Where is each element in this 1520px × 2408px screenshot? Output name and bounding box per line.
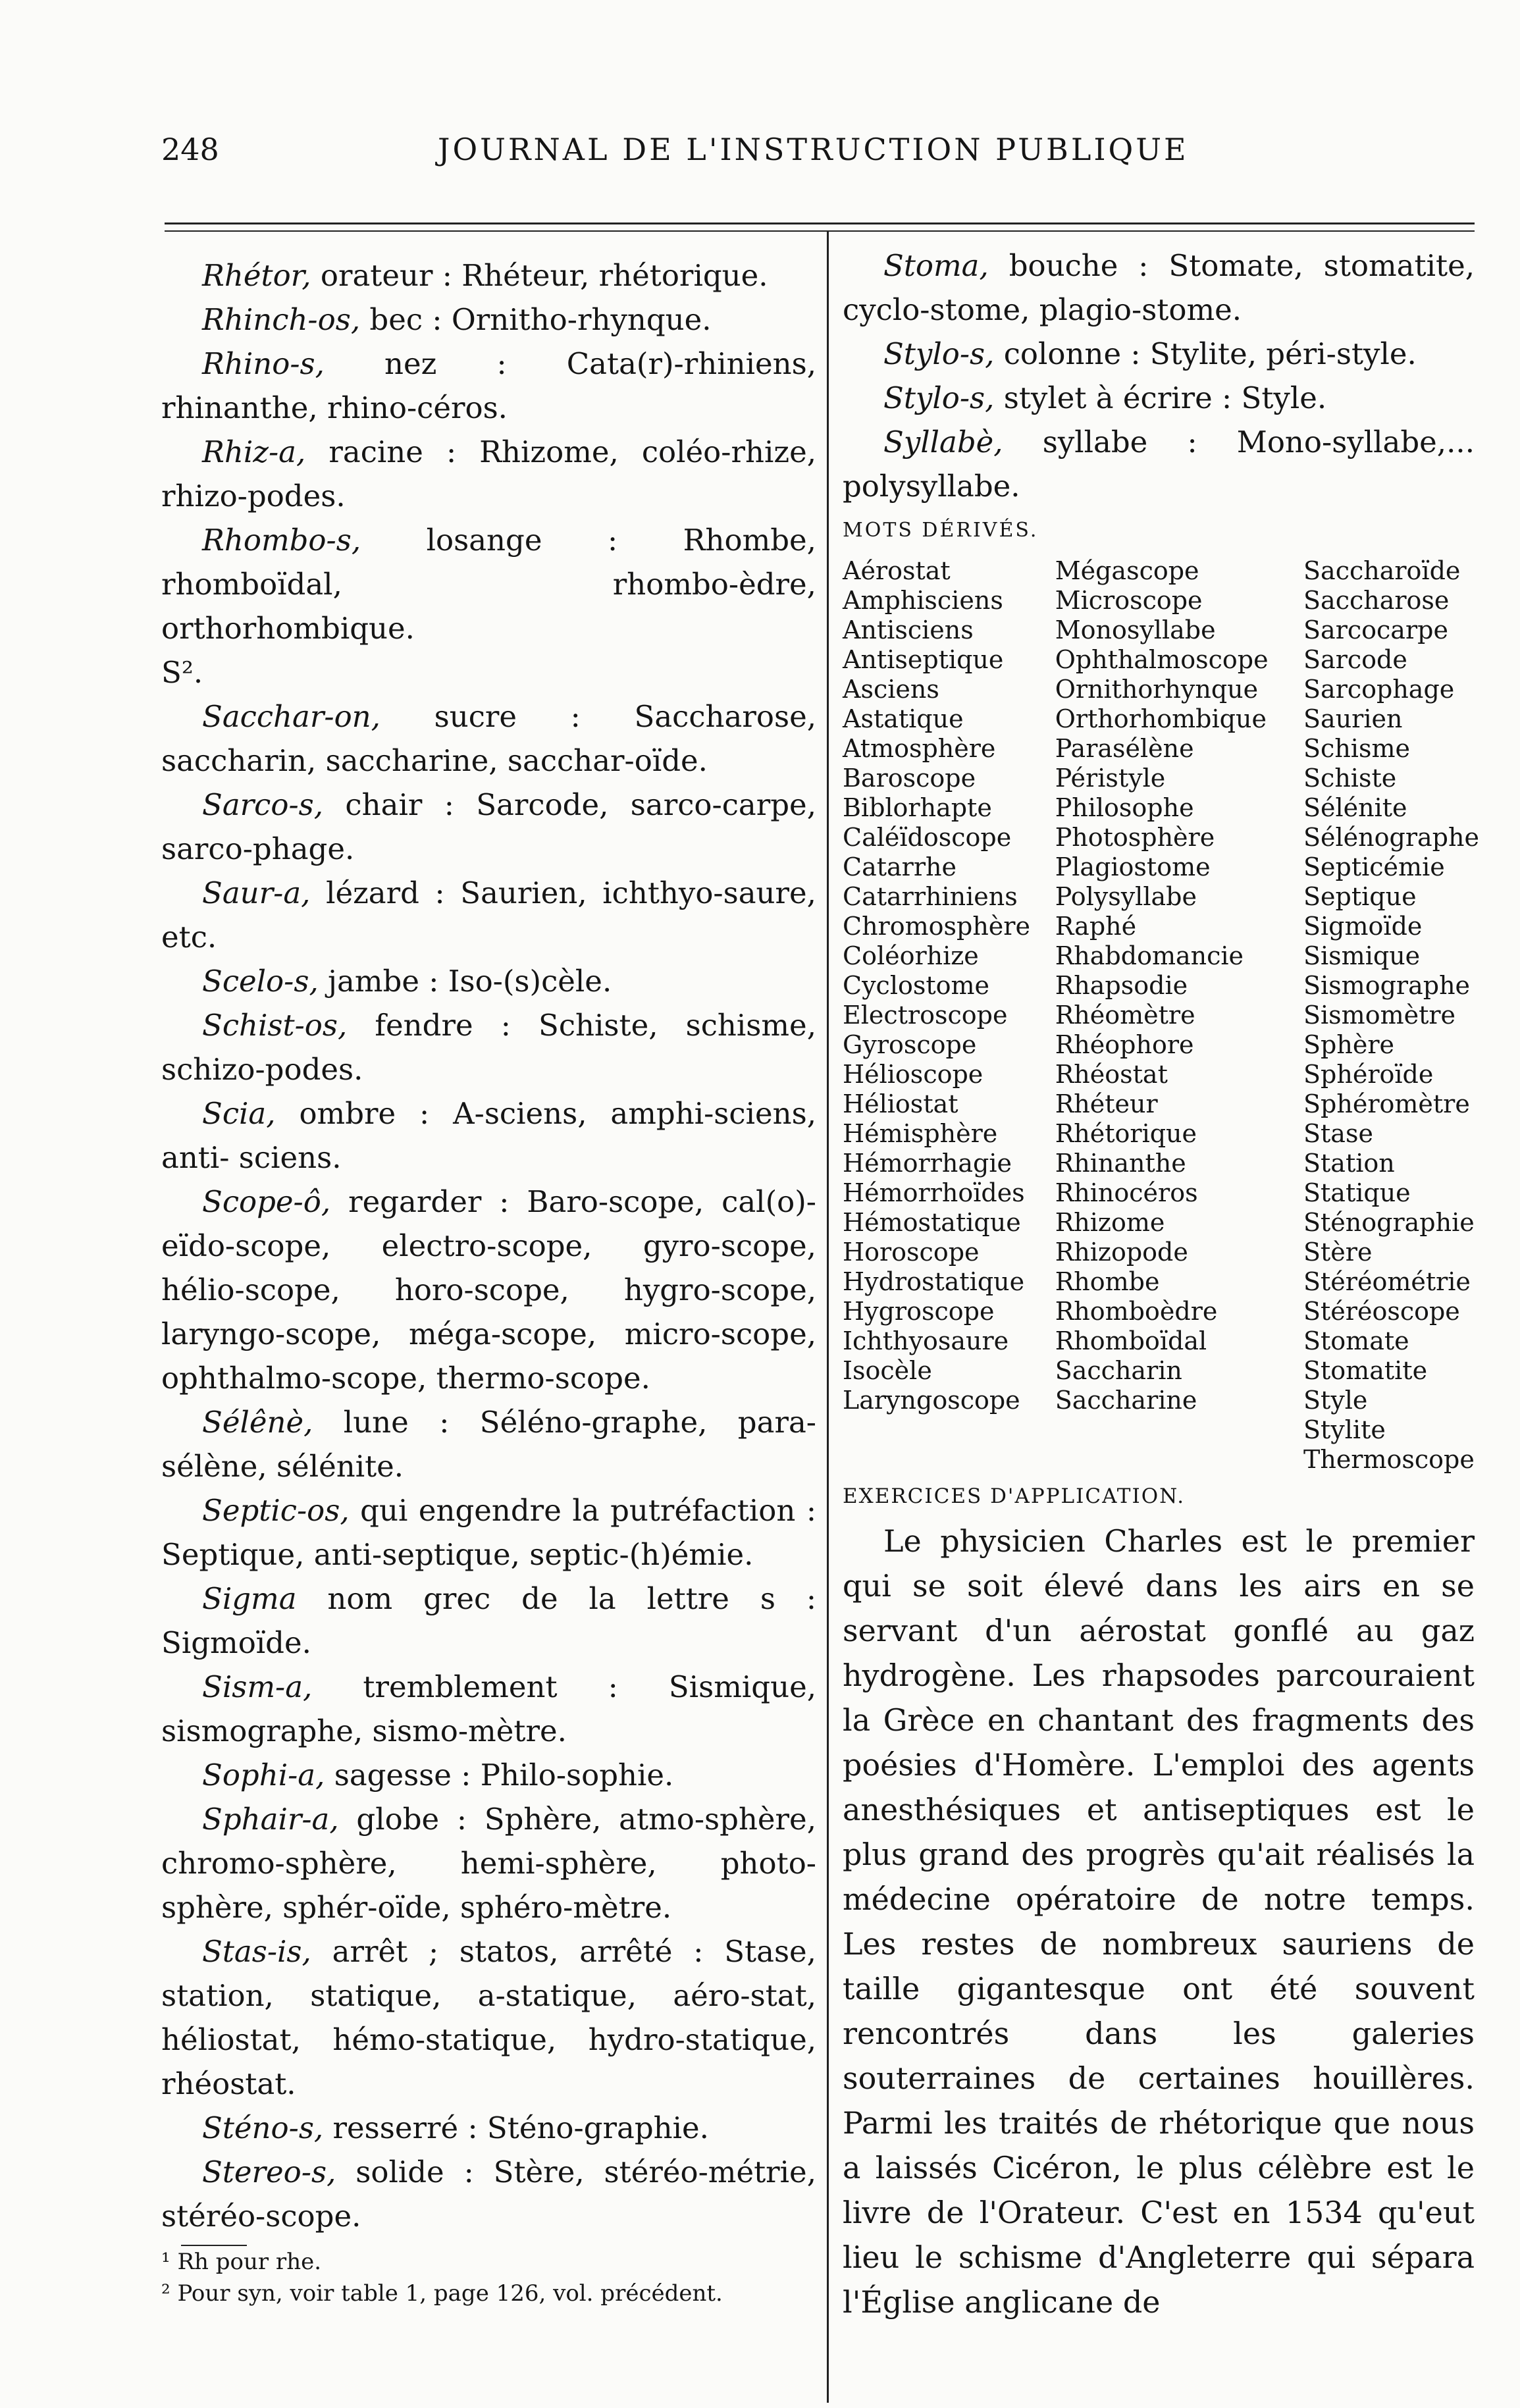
derived-word: Sphéromètre [1303,1089,1470,1118]
derived-word: Rhinanthe [1055,1149,1186,1178]
section-letter: S². [161,655,203,690]
entry-definition: racine : Rhizome, coléo-rhize, rhizo-podes. [161,434,816,513]
dictionary-entry [161,2150,816,2238]
entry-term: Syllabè, [883,425,1003,459]
derived-word: Saurien [1303,704,1403,733]
derived-word: Sarcode [1303,645,1407,674]
entry-term: Sism-a, [202,1669,313,1704]
derived-word: Péristyle [1055,764,1166,793]
dictionary-entry [161,783,816,871]
derived-word: Cyclostome [843,971,990,1000]
derived-word: Coléorhize [843,941,979,970]
derived-word: Septicémie [1303,852,1445,881]
entry-definition: orateur : Rhéteur, rhétorique. [311,258,768,293]
entry-term: Scelo-s, [202,964,319,999]
derived-words-column-3 [1303,556,1479,1475]
derived-word: Septique [1303,882,1417,911]
derived-word: Sismique [1303,941,1421,970]
entry-term: Scope-ô, [202,1184,331,1219]
dictionary-entry [161,430,816,518]
derived-word: Rhéophore [1055,1030,1194,1059]
derived-word: Sphéroïde [1303,1060,1434,1089]
derived-word: Rhabdomancie [1055,941,1244,970]
derived-word: Asciens [843,675,939,704]
dictionary-entry [161,1753,816,1797]
dictionary-entry [161,342,816,430]
entry-term: Stoma, [883,248,989,283]
derived-word: Stase [1303,1119,1373,1148]
derived-word: Antiseptique [843,645,1004,674]
derived-word: Philosophe [1055,793,1194,822]
entry-definition: sagesse : Philo-sophie. [325,1758,674,1793]
exercises-heading: EXERCICES D'APPLICATION. [843,1484,1186,1508]
dictionary-entry [161,871,816,959]
derived-word: Catarrhiniens [843,882,1018,911]
page-header [161,132,1471,178]
derived-word: Sismographe [1303,971,1471,1000]
derived-word: Schisme [1303,734,1410,763]
derived-word: Station [1303,1149,1395,1178]
derived-word: Parasélène [1055,734,1194,763]
derived-word: Orthorhombique [1055,704,1267,733]
entry-definition: jambe : Iso-(s)cèle. [318,964,612,999]
derived-word: Caléïdoscope [843,823,1012,852]
derived-word: Stéréoscope [1303,1297,1460,1326]
derived-word: Hémorrhagie [843,1149,1012,1178]
derived-word: Rhomboïdal [1055,1326,1207,1355]
entry-definition: lézard : Saurien, ichthyo-saure, etc. [161,876,816,955]
entry-term: Scia, [202,1096,276,1131]
entry-definition: ombre : A-sciens, amphi-sciens, anti- sciens. [161,1096,816,1175]
derived-word: Thermoscope [1303,1445,1475,1474]
entry-term: Rhétor, [202,258,311,293]
derived-word: Sismomètre [1303,1001,1456,1030]
entry-term: Rhinch-os, [202,302,361,337]
derived-word: Statique [1303,1178,1411,1207]
derived-word: Microscope [1055,586,1203,615]
entry-term: Sténo-s, [202,2110,324,2145]
derived-word: Sélénite [1303,793,1407,822]
entry-definition: solide : Stère, stéréo-métrie, stéréo-scope. [161,2155,816,2234]
dictionary-entry [161,1091,816,1180]
entry-term: Sarco-s, [202,787,324,822]
derived-word: Monosyllabe [1055,615,1216,644]
derived-word: Astatique [843,704,964,733]
derived-words-table [843,556,1479,1475]
derived-word: Chromosphère [843,912,1030,941]
derived-word: Saccharine [1055,1386,1197,1415]
dictionary-entry [843,244,1475,332]
derived-word: Ichthyosaure [843,1326,1009,1355]
entry-definition: stylet à écrire : Style. [994,380,1327,415]
entry-definition: syllabe : Mono-syllabe,... polysyllabe. [843,425,1475,504]
dictionary-entry [161,1003,816,1091]
dictionary-entry [161,1400,816,1488]
entry-definition: bec : Ornitho-rhynque. [360,302,712,337]
entry-definition: globe : Sphère, atmo-sphère, chromo-sphère, hemi-sphère, photo-sphère, sphér-oïde, sphéro-mètre. [161,1802,816,1925]
derived-word: Gyroscope [843,1030,977,1059]
left-column [161,253,816,2309]
derived-word: Stylite [1303,1415,1386,1444]
dictionary-entry [161,1929,816,2106]
derived-word: Antisciens [843,615,974,644]
derived-word: Laryngoscope [843,1386,1020,1415]
dictionary-entry [161,253,816,298]
dictionary-entry [161,1577,816,1665]
derived-words-column-1 [843,556,1055,1475]
entry-term: Stylo-s, [883,380,995,415]
derived-word: Ornithorhynque [1055,675,1259,704]
entry-definition: qui engendre la putréfaction : Septique, anti-septique, septic-(h)émie. [161,1493,816,1572]
derived-word: Mégascope [1055,556,1199,585]
entry-definition: fendre : Schiste, schisme, schizo-podes. [161,1008,816,1087]
dictionary-entry [161,1180,816,1400]
entry-term: Sacchar-on, [202,699,380,734]
dictionary-entry [843,420,1475,508]
derived-word: Amphisciens [843,586,1003,615]
entry-term: Sphair-a, [202,1802,339,1837]
derived-word: Stomatite [1303,1356,1428,1385]
entry-definition: tremblement : Sismique, sismographe, sismo-mètre. [161,1669,816,1748]
derived-word: Aérostat [843,556,951,585]
entry-term: Sophi-a, [202,1758,325,1793]
derived-word: Stère [1303,1238,1373,1267]
derived-word: Rhizopode [1055,1238,1188,1267]
entry-definition: nom grec de la lettre s : Sigmoïde. [161,1581,816,1660]
header-rule [165,222,1475,224]
derived-word: Hémorrhoïdes [843,1178,1025,1207]
derived-word: Horoscope [843,1238,980,1267]
derived-word: Atmosphère [843,734,996,763]
derived-word: Héliostat [843,1089,958,1118]
right-column [843,244,1479,2324]
entry-term: Sigma [202,1581,297,1616]
column-divider [827,230,829,2403]
derived-word: Hémisphère [843,1119,998,1148]
entry-definition: nez : Cata(r)-rhiniens, rhinanthe, rhino-céros. [161,346,816,425]
derived-word: Rhomboèdre [1055,1297,1218,1326]
derived-word: Hémostatique [843,1208,1021,1237]
derived-word: Polysyllabe [1055,882,1197,911]
entry-term: Stas-is, [202,1934,311,1969]
derived-word: Rhéteur [1055,1089,1158,1118]
dictionary-entry [843,376,1475,420]
derived-word: Sténographie [1303,1208,1475,1237]
derived-words-column-2 [1055,556,1303,1475]
derived-word: Rhéomètre [1055,1001,1195,1030]
derived-word: Sélénographe [1303,823,1479,852]
footnote-1: ¹ Rh pour rhe. [161,2249,322,2275]
derived-word: Rhombe [1055,1267,1160,1296]
entry-term: Rhiz-a, [202,434,306,469]
entry-definition: chair : Sarcode, sarco-carpe, sarco-phage. [161,787,816,866]
dictionary-entry [161,2106,816,2150]
derived-word: Raphé [1055,912,1137,941]
derived-word: Catarrhe [843,852,957,881]
derived-word: Photosphère [1055,823,1215,852]
derived-word: Style [1303,1386,1368,1415]
derived-word: Stomate [1303,1326,1409,1355]
derived-word: Biblorhapte [843,793,992,822]
entry-definition: arrêt ; statos, arrêté : Stase, station, statique, a-statique, aéro-stat, héliostat, hémo-statique, hydro-statique, rhéostat. [161,1934,816,2101]
derived-word: Rhétorique [1055,1119,1197,1148]
entry-definition: losange : Rhombe, rhomboïdal, rhombo-èdre, orthorhombique. [161,523,816,646]
derived-word: Rhizome [1055,1208,1165,1237]
footnote-2: ² Pour syn, voir table 1, page 126, vol. précédent. [161,2280,723,2307]
entry-term: Stylo-s, [883,336,995,371]
entry-definition: bouche : Stomate, stomatite, cyclo-stome, plagio-stome. [843,248,1475,327]
dictionary-entry [161,959,816,1003]
entry-term: Schist-os, [202,1008,348,1043]
running-title: JOURNAL DE L'INSTRUCTION PUBLIQUE [438,132,1189,167]
dictionary-entry [161,1797,816,1929]
entry-definition: resserré : Sténo-graphie. [323,2110,709,2145]
derived-word: Plagiostome [1055,852,1211,881]
derived-word: Hydrostatique [843,1267,1025,1296]
derived-word: Isocèle [843,1356,932,1385]
derived-word: Sarcocarpe [1303,615,1448,644]
page-number: 248 [161,132,219,167]
dictionary-entry [843,332,1475,376]
derived-word: Electroscope [843,1001,1008,1030]
exercise-paragraph: Le physicien Charles est le premier qui se soit élevé dans les airs en se servant d'un aérostat gonflé au gaz hydrogène. Les rhapsodes parcouraient la Grèce en chantant des fragments des poésies d'Homère. L'emploi des agents anesthésiques et antiseptiques est le plus grand des progrès qu'ait réalisés la médecine opératoire de notre temps. Les restes de nombreux sauriens de taille gigantesque ont été souvent rencontrés dans les galeries souterraines de certaines houillères. Parmi les traités de rhétorique que nous a laissés Cicéron, le plus célèbre est le livre de l'Orateur. C'est en 1534 qu'eut lieu le schisme d'Angleterre qui sépara l'Église anglicane de [843,1523,1475,2320]
derived-word: Ophthalmoscope [1055,645,1269,674]
dictionary-entry [161,298,816,342]
derived-word: Saccharin [1055,1356,1182,1385]
entry-term: Rhombo-s, [202,523,361,558]
derived-word: Baroscope [843,764,976,793]
header-rule-secondary [165,230,1475,232]
derived-words-heading: MOTS DÉRIVÉS. [843,519,1039,542]
derived-word: Sigmoïde [1303,912,1423,941]
derived-word: Saccharose [1303,586,1450,615]
entry-definition: regarder : Baro-scope, cal(o)-eïdo-scope, electro-scope, gyro-scope, hélio-scope, horo-scope, hygro-scope, laryngo-scope, méga-scope, micro-scope, ophthalmo-scope, thermo-scope. [161,1184,816,1396]
derived-word: Sphère [1303,1030,1394,1059]
derived-word: Rhéostat [1055,1060,1168,1089]
entry-definition: colonne : Stylite, péri-style. [994,336,1417,371]
derived-word: Stéréométrie [1303,1267,1471,1296]
entry-term: Saur-a, [202,876,311,910]
entry-definition: sucre : Saccharose, saccharin, saccharine, sacchar-oïde. [161,699,816,778]
derived-word: Schiste [1303,764,1397,793]
derived-word: Saccharoïde [1303,556,1461,585]
dictionary-entry [161,1665,816,1753]
derived-word: Hygroscope [843,1297,995,1326]
entry-term: Septic-os, [202,1493,350,1528]
entry-definition: lune : Séléno-graphe, para-sélène, sélénite. [161,1405,816,1484]
derived-word: Hélioscope [843,1060,983,1089]
dictionary-entry [161,1488,816,1577]
derived-word: Rhapsodie [1055,971,1188,1000]
entry-term: Rhino-s, [202,346,325,381]
derived-word: Sarcophage [1303,675,1455,704]
entry-term: Sélênè, [202,1405,313,1440]
entry-term: Stereo-s, [202,2155,336,2189]
dictionary-entry [161,694,816,783]
dictionary-entry [161,518,816,650]
derived-word: Rhinocéros [1055,1178,1198,1207]
